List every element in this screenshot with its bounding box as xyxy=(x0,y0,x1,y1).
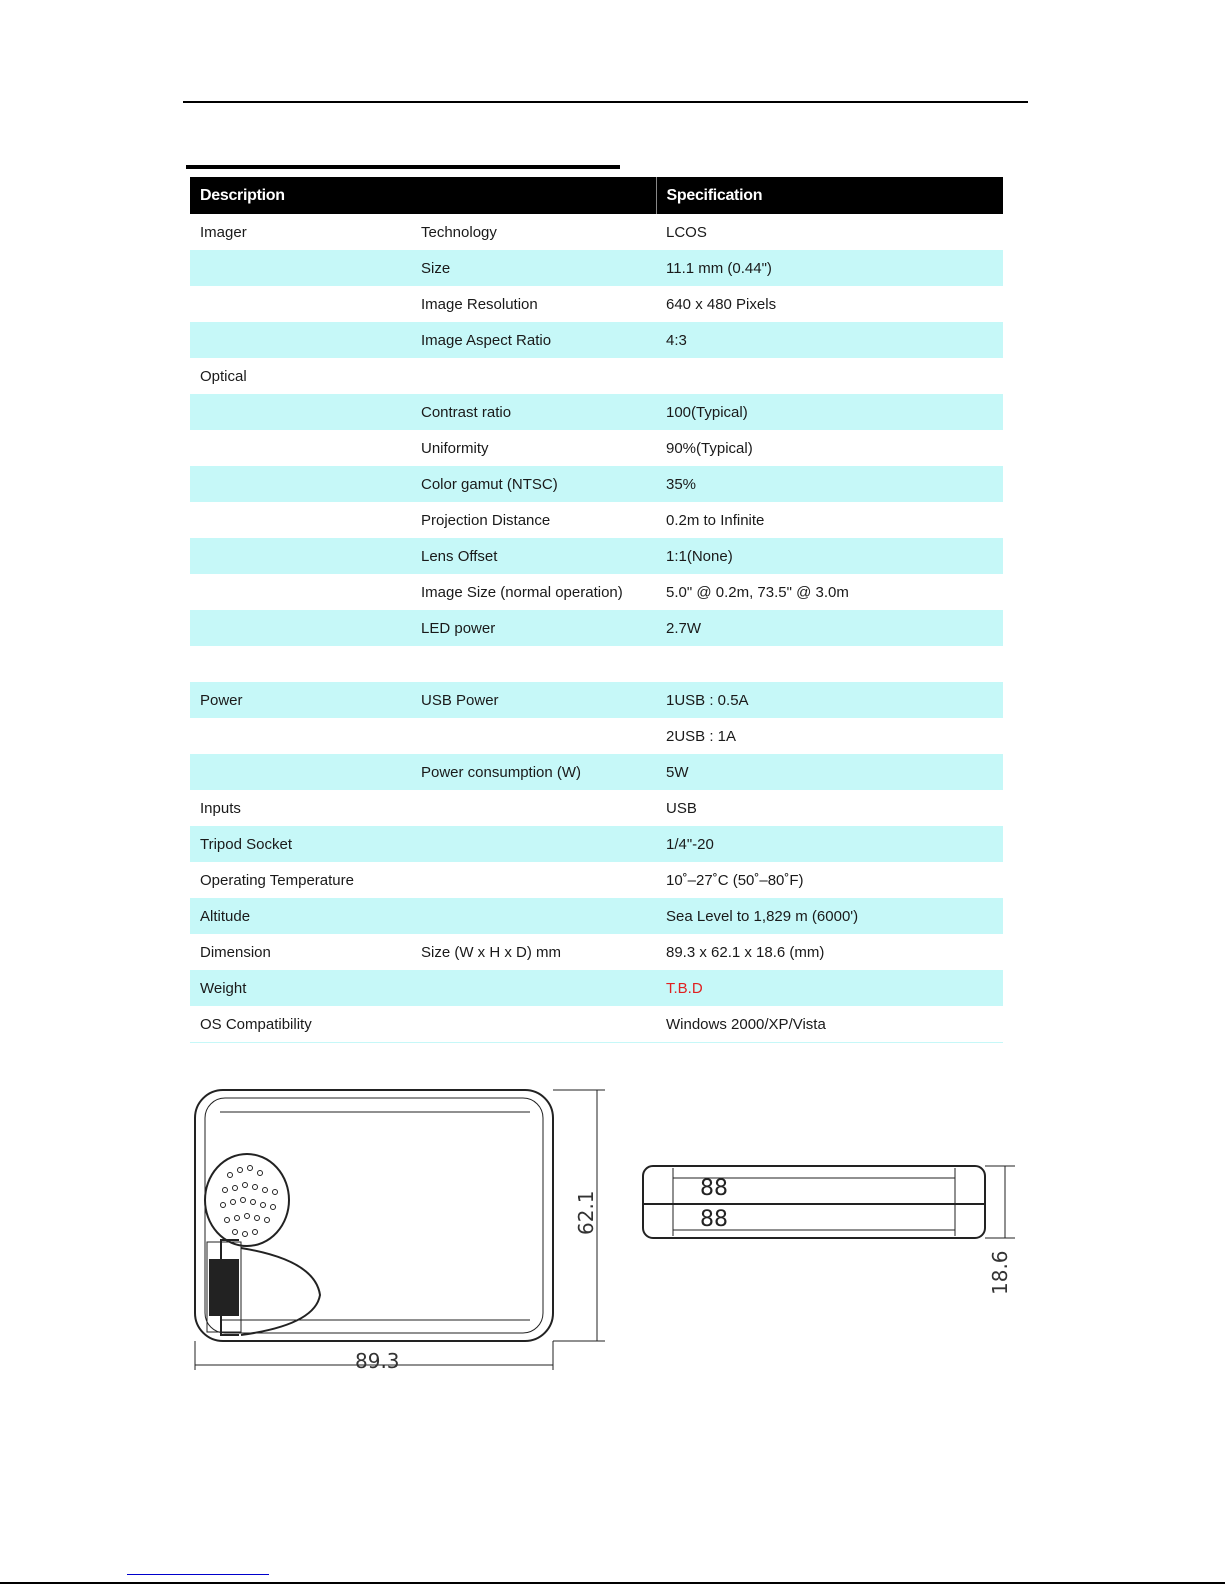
row-specification: 11.1 mm (0.44") xyxy=(656,250,1003,286)
table-row xyxy=(190,322,1003,358)
row-category xyxy=(190,574,411,610)
row-category xyxy=(190,394,411,430)
row-item: Power consumption (W) xyxy=(411,754,656,790)
row-item: Size (W x H x D) mm xyxy=(421,943,561,961)
table-row xyxy=(190,502,1003,538)
row-item xyxy=(411,790,656,826)
table-row xyxy=(190,430,1003,466)
table-row xyxy=(190,682,1003,718)
row-category: Inputs xyxy=(200,799,241,817)
table-row xyxy=(190,358,1003,394)
row-specification: 1:1(None) xyxy=(656,538,1003,574)
row-category: OS Compatibility xyxy=(190,1006,411,1043)
height-dimension-label: 62.1 xyxy=(574,1190,598,1235)
row-item xyxy=(411,898,656,934)
row-category xyxy=(190,610,411,646)
table-row xyxy=(190,286,1003,322)
row-specification: LCOS xyxy=(666,223,707,241)
row-specification: 35% xyxy=(656,466,1003,502)
row-item xyxy=(411,646,656,682)
row-item: Image Resolution xyxy=(421,295,538,313)
vent-glyph-top: 88 xyxy=(700,1176,728,1201)
row-category: Dimension xyxy=(200,943,271,961)
row-item xyxy=(411,970,656,1006)
header-rule xyxy=(183,101,1028,103)
section-title-rule xyxy=(186,165,620,169)
row-specification: 640 x 480 Pixels xyxy=(666,295,777,313)
row-item xyxy=(411,718,656,754)
row-category: Weight xyxy=(190,970,411,1006)
row-item: Projection Distance xyxy=(421,511,551,529)
row-specification xyxy=(656,358,1003,394)
table-row xyxy=(190,646,1003,682)
row-category xyxy=(190,466,411,502)
row-category xyxy=(190,502,411,538)
width-dimension-label: 89.3 xyxy=(355,1349,400,1373)
row-category: Tripod Socket xyxy=(190,826,411,862)
row-category xyxy=(190,286,411,322)
row-specification: 2USB : 1A xyxy=(666,727,737,745)
footer-rule xyxy=(0,1582,1225,1584)
row-item xyxy=(411,826,656,862)
table-row xyxy=(190,250,1003,286)
row-specification: 5W xyxy=(656,754,1003,790)
table-row xyxy=(190,970,1003,1006)
row-category: Imager xyxy=(200,223,247,241)
header-specification: Specification xyxy=(656,177,1003,214)
row-specification: 89.3 x 62.1 x 18.6 (mm) xyxy=(666,943,825,961)
row-category: Power xyxy=(190,682,411,718)
row-specification: USB xyxy=(666,799,697,817)
row-specification: 0.2m to Infinite xyxy=(666,511,765,529)
row-item xyxy=(411,862,656,898)
table-row xyxy=(190,466,1003,502)
table-row xyxy=(190,538,1003,574)
row-category xyxy=(190,754,411,790)
row-specification: 10˚–27˚C (50˚–80˚F) xyxy=(666,871,804,889)
row-item: Technology xyxy=(421,223,497,241)
table-row xyxy=(190,754,1003,790)
row-specification xyxy=(656,646,1003,682)
row-specification: 5.0" @ 0.2m, 73.5" @ 3.0m xyxy=(666,583,849,601)
row-category xyxy=(190,250,411,286)
row-item: Size xyxy=(411,250,656,286)
depth-dimension-label: 18.6 xyxy=(988,1250,1012,1295)
row-item: Image Aspect Ratio xyxy=(411,322,656,358)
row-category xyxy=(190,430,411,466)
product-dimension-drawing xyxy=(185,1080,1015,1380)
footnote-link-rule xyxy=(127,1574,269,1575)
table-row xyxy=(190,718,1003,754)
row-item: Uniformity xyxy=(421,439,489,457)
row-item: USB Power xyxy=(411,682,656,718)
row-category xyxy=(190,646,411,682)
vent-glyph-bottom: 88 xyxy=(700,1207,728,1232)
row-specification: 4:3 xyxy=(656,322,1003,358)
row-specification: Windows 2000/XP/Vista xyxy=(656,1006,1003,1043)
row-category: Operating Temperature xyxy=(200,871,354,889)
table-row xyxy=(190,934,1003,970)
row-specification: 1USB : 0.5A xyxy=(656,682,1003,718)
row-category xyxy=(190,538,411,574)
table-row xyxy=(190,214,1003,250)
row-item xyxy=(411,358,656,394)
row-item: Image Size (normal operation) xyxy=(421,583,623,601)
specification-table xyxy=(190,177,1003,1043)
table-row xyxy=(190,790,1003,826)
row-item: Contrast ratio xyxy=(411,394,656,430)
table-row xyxy=(190,862,1003,898)
row-category: Optical xyxy=(200,367,247,385)
row-category: Altitude xyxy=(190,898,411,934)
table-header-row xyxy=(190,177,1003,214)
row-specification: Sea Level to 1,829 m (6000') xyxy=(656,898,1003,934)
table-row xyxy=(190,898,1003,934)
row-specification: 2.7W xyxy=(656,610,1003,646)
row-item xyxy=(411,1006,656,1043)
table-row xyxy=(190,1006,1003,1043)
row-item: LED power xyxy=(411,610,656,646)
row-specification: 1/4"-20 xyxy=(656,826,1003,862)
table-row xyxy=(190,610,1003,646)
row-item: Lens Offset xyxy=(411,538,656,574)
row-category xyxy=(190,718,411,754)
table-row xyxy=(190,826,1003,862)
row-specification: 90%(Typical) xyxy=(666,439,753,457)
header-description: Description xyxy=(190,177,656,214)
row-specification: 100(Typical) xyxy=(656,394,1003,430)
row-specification: T.B.D xyxy=(656,970,1003,1006)
table-row xyxy=(190,574,1003,610)
top-view-outline xyxy=(195,1090,553,1341)
side-view-outline xyxy=(643,1166,985,1238)
row-category xyxy=(190,322,411,358)
row-item: Color gamut (NTSC) xyxy=(411,466,656,502)
table-row xyxy=(190,394,1003,430)
